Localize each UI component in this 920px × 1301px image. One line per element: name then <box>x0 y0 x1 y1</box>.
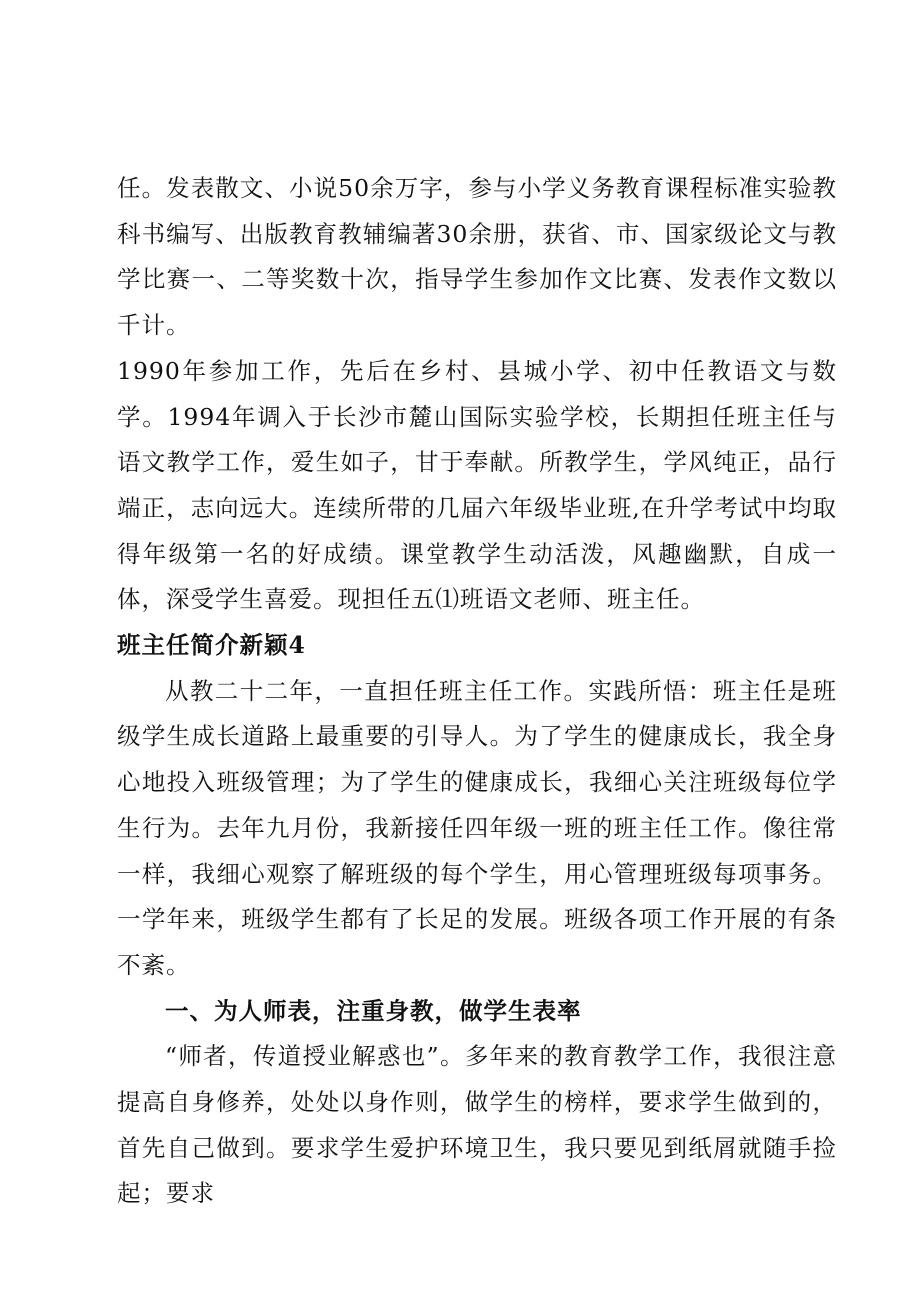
paragraph-teacher-profile: 1990年参加工作，先后在乡村、县城小学、初中任教语文与数学。1994年调入于长沙市麓山国际实验学校，长期担任班主任与语文教学工作，爱生如子，甘于奉献。所教学生，学风纯正，品行端正，志向远大。连续所带的几届六年级毕业班,在升学考试中均取得年级第一名的好成绩。课堂教学生动活泼，风趣幽默，自成一体，深受学生喜爱。现担任五⑴班语文老师、班主任。 <box>117 356 837 614</box>
section-heading: 班主任简介新颖4 <box>117 631 306 660</box>
final-paragraph: “师者，传道授业解惑也”。多年来的教育教学工作，我很注意提高自身修养，处处以身作则，做学生的榜样，要求学生做到的，首先自己做到。要求学生爱护环境卫生，我只要见到纸屑就随手捡起；要求 <box>117 1042 837 1208</box>
document-body <box>117 166 837 1217</box>
subheading: 一、为人师表，注重身教，做学生表率 <box>165 996 582 1025</box>
section-paragraph: 从教二十二年，一直担任班主任工作。实践所悟：班主任是班级学生成长道路上最重要的引导人。为了学生的健康成长，我全身心地投入班级管理；为了学生的健康成长，我细心关注班级每位学生行为。去年九月份，我新接任四年级一班的班主任工作。像往常一样，我细心观察了解班级的每个学生，用心管理班级每项事务。一学年来，班级学生都有了长足的发展。班级各项工作开展的有条不紊。 <box>117 676 837 979</box>
paragraph-intro-continuation: 任。发表散文、小说50余万字，参与小学义务教育课程标准实验教科书编写、出版教育教辅编著30余册，获省、市、国家级论文与教学比赛一、二等奖数十次，指导学生参加作文比赛、发表作文数以千计。 <box>117 174 837 340</box>
